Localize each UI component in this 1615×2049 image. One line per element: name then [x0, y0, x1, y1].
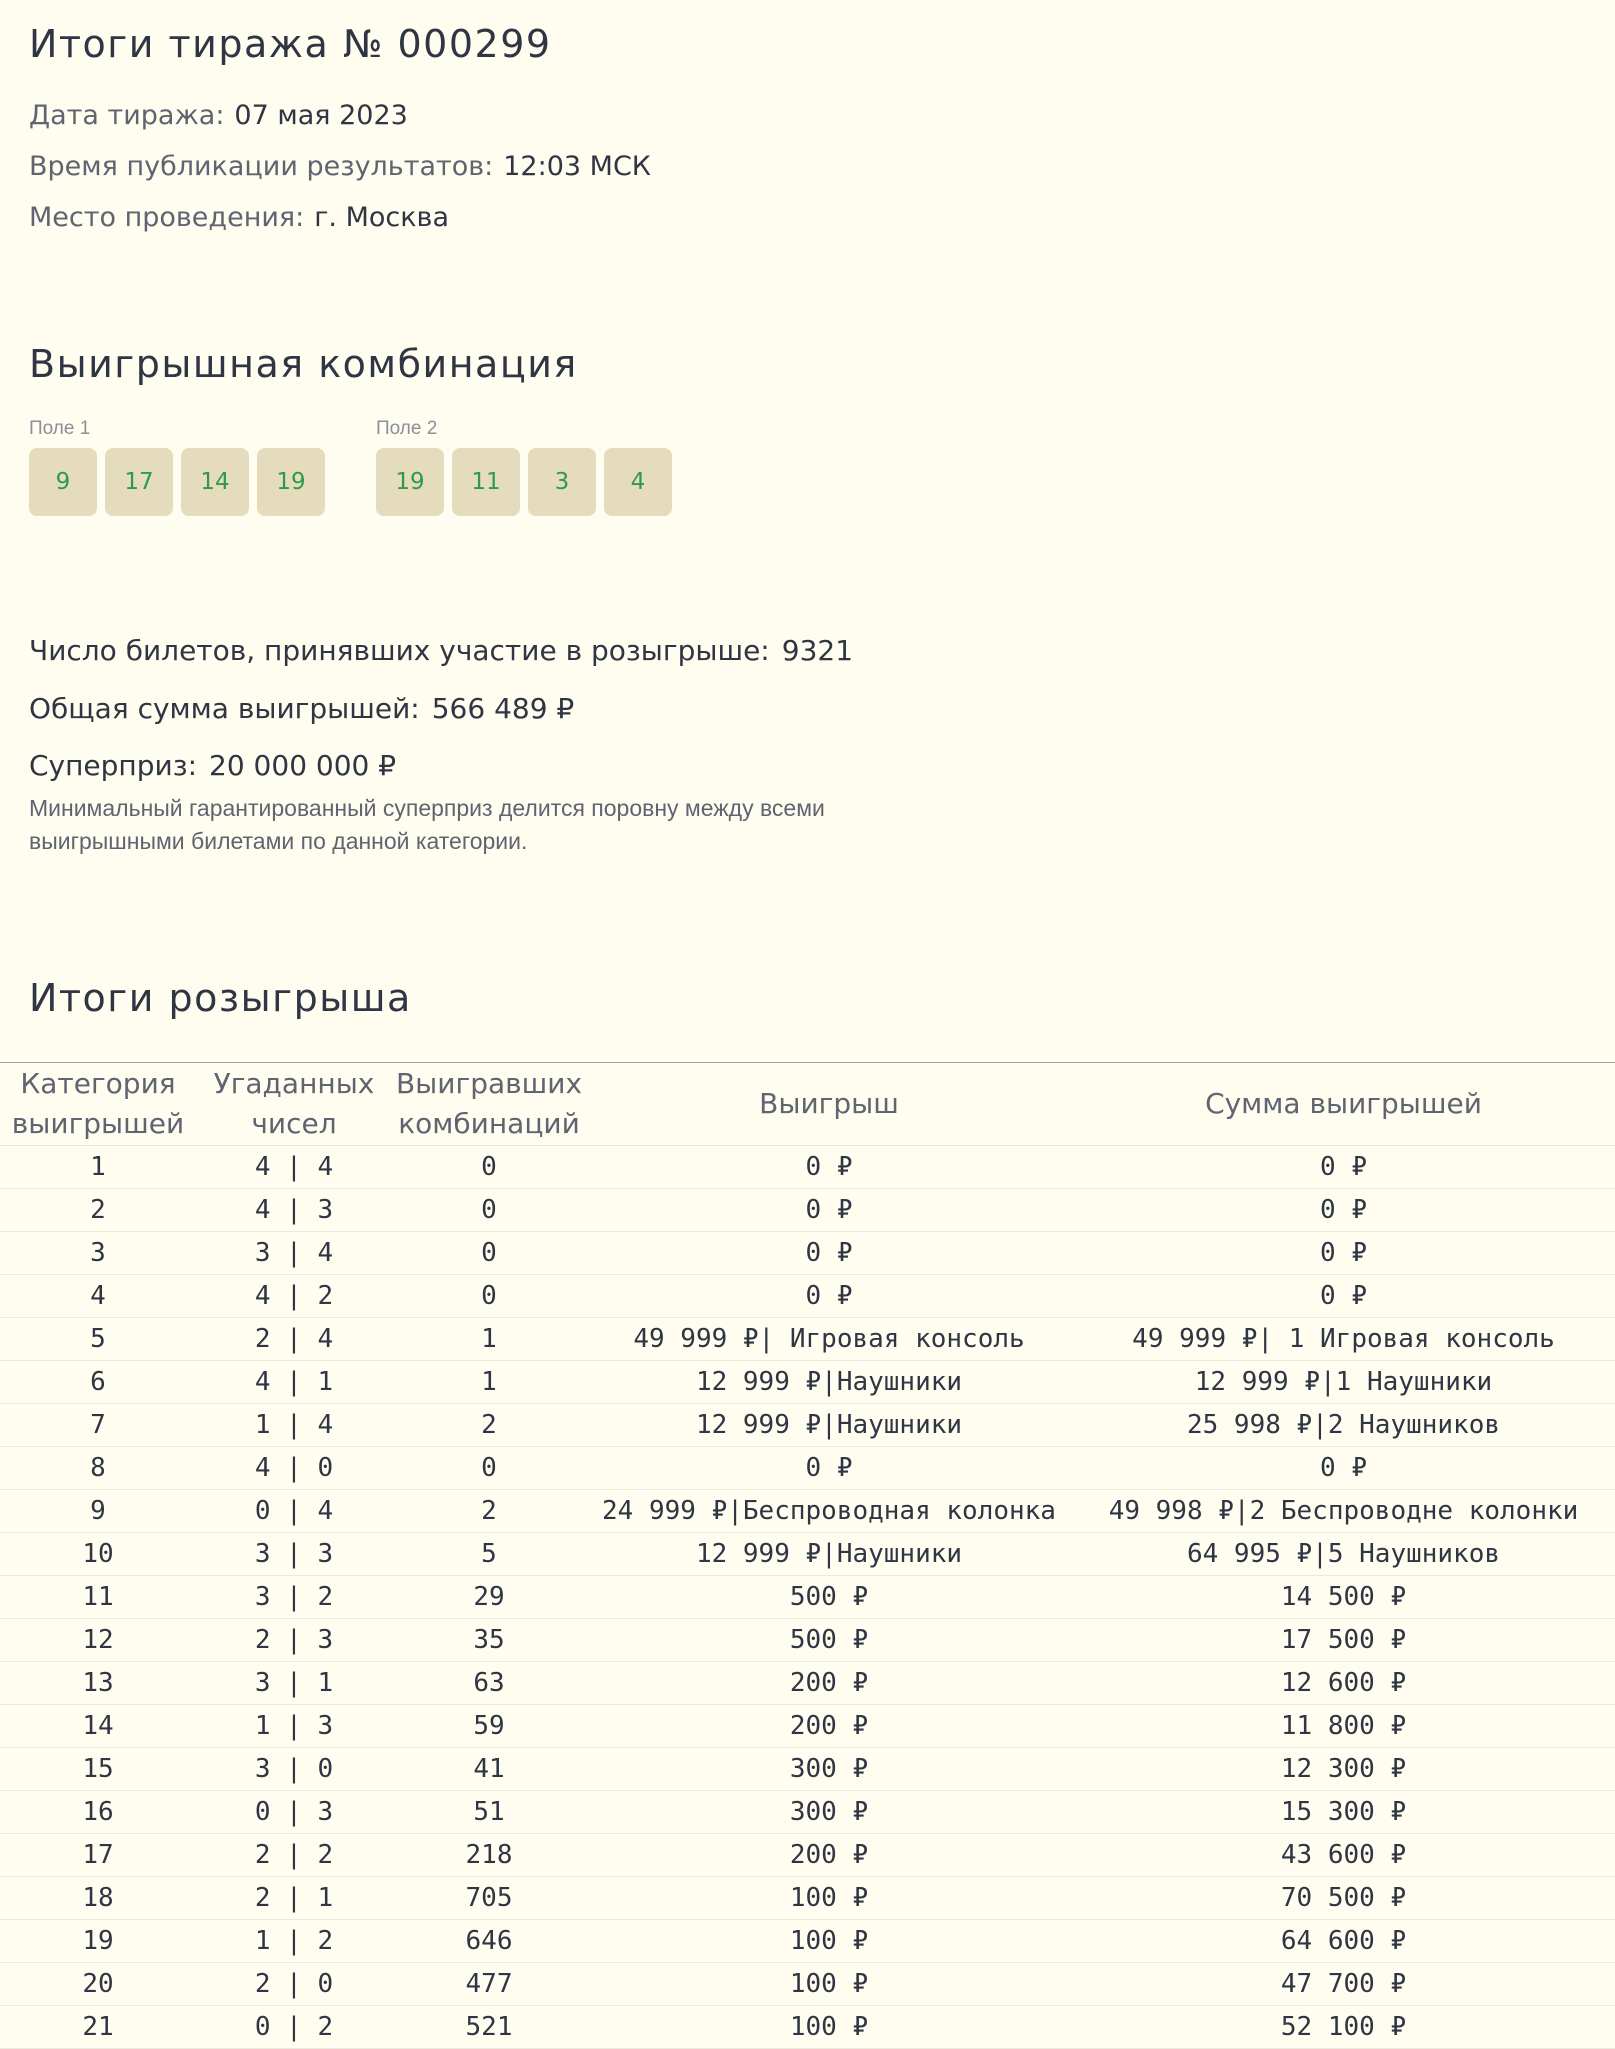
- winning-combination-heading: Выигрышная комбинация: [29, 342, 578, 386]
- cell-category: 20: [0, 1963, 196, 2006]
- cell-winning-combinations: 0: [392, 1447, 586, 1490]
- table-row: [0, 1404, 1615, 1447]
- cell-matched: 2 | 4: [196, 1318, 392, 1361]
- cell-prize: 300 ₽: [586, 1748, 1072, 1791]
- cell-prize-sum: 25 998 ₽|2 Наушников: [1072, 1404, 1615, 1447]
- results-table-container: [0, 1062, 1615, 2049]
- cell-prize: 12 999 ₽|Наушники: [586, 1533, 1072, 1576]
- cell-winning-combinations: 2: [392, 1404, 586, 1447]
- cell-matched: 2 | 1: [196, 1877, 392, 1920]
- ball: 11: [452, 448, 520, 516]
- field-2-balls: [376, 448, 672, 516]
- table-row: [0, 1232, 1615, 1275]
- cell-winning-combinations: 0: [392, 1189, 586, 1232]
- cell-category: 3: [0, 1232, 196, 1275]
- table-row: [0, 1963, 1615, 2006]
- cell-matched: 3 | 4: [196, 1232, 392, 1275]
- cell-category: 17: [0, 1834, 196, 1877]
- ball: 9: [29, 448, 97, 516]
- field-2: [376, 418, 672, 516]
- cell-winning-combinations: 41: [392, 1748, 586, 1791]
- cell-category: 2: [0, 1189, 196, 1232]
- table-row: [0, 2006, 1615, 2049]
- cell-matched: 2 | 3: [196, 1619, 392, 1662]
- cell-prize-sum: 43 600 ₽: [1072, 1834, 1615, 1877]
- cell-prize-sum: 12 600 ₽: [1072, 1662, 1615, 1705]
- cell-matched: 0 | 2: [196, 2006, 392, 2049]
- cell-winning-combinations: 0: [392, 1275, 586, 1318]
- cell-winning-combinations: 218: [392, 1834, 586, 1877]
- cell-winning-combinations: 705: [392, 1877, 586, 1920]
- cell-category: 18: [0, 1877, 196, 1920]
- cell-prize-sum: 12 999 ₽|1 Наушники: [1072, 1361, 1615, 1404]
- page-title: Итоги тиража № 000299: [29, 22, 552, 66]
- cell-matched: 0 | 4: [196, 1490, 392, 1533]
- table-row: [0, 1662, 1615, 1705]
- cell-category: 12: [0, 1619, 196, 1662]
- cell-prize-sum: 11 800 ₽: [1072, 1705, 1615, 1748]
- cell-prize: 0 ₽: [586, 1447, 1072, 1490]
- cell-prize-sum: 49 999 ₽| 1 Игровая консоль: [1072, 1318, 1615, 1361]
- cell-matched: 3 | 3: [196, 1533, 392, 1576]
- cell-matched: 4 | 2: [196, 1275, 392, 1318]
- cell-category: 14: [0, 1705, 196, 1748]
- table-row: [0, 1834, 1615, 1877]
- table-row: [0, 1877, 1615, 1920]
- cell-prize-sum: 14 500 ₽: [1072, 1576, 1615, 1619]
- table-row: [0, 1490, 1615, 1533]
- publish-time-label: Время публикации результатов:: [29, 151, 494, 182]
- table-row: [0, 1361, 1615, 1404]
- total-winnings-label: Общая сумма выигрышей:: [29, 692, 420, 725]
- superprize-note: Минимальный гарантированный суперприз делится поровну между всеми выигрышными билетами по данной категории.: [29, 795, 825, 854]
- cell-category: 4: [0, 1275, 196, 1318]
- cell-prize: 500 ₽: [586, 1619, 1072, 1662]
- cell-prize: 100 ₽: [586, 1877, 1072, 1920]
- cell-prize-sum: 12 300 ₽: [1072, 1748, 1615, 1791]
- column-header-winning-combinations: Выигравших комбинаций: [392, 1063, 586, 1146]
- cell-prize: 49 999 ₽| Игровая консоль: [586, 1318, 1072, 1361]
- cell-prize-sum: 0 ₽: [1072, 1189, 1615, 1232]
- results-heading: Итоги розыгрыша: [29, 976, 412, 1020]
- cell-prize: 0 ₽: [586, 1189, 1072, 1232]
- venue-value: г. Москва: [314, 202, 450, 233]
- draw-date-row: [29, 100, 408, 131]
- field-1-balls: [29, 448, 325, 516]
- cell-winning-combinations: 1: [392, 1361, 586, 1404]
- cell-prize: 100 ₽: [586, 1920, 1072, 1963]
- table-header-row: [0, 1063, 1615, 1146]
- cell-prize-sum: 15 300 ₽: [1072, 1791, 1615, 1834]
- column-header-prize-sum: Сумма выигрышей: [1072, 1063, 1615, 1146]
- cell-category: 7: [0, 1404, 196, 1447]
- table-row: [0, 1619, 1615, 1662]
- cell-prize: 0 ₽: [586, 1232, 1072, 1275]
- draw-date-value: 07 мая 2023: [234, 100, 408, 131]
- cell-prize: 100 ₽: [586, 1963, 1072, 2006]
- cell-category: 19: [0, 1920, 196, 1963]
- table-row: [0, 1318, 1615, 1361]
- table-row: [0, 1920, 1615, 1963]
- table-row: [0, 1447, 1615, 1490]
- cell-prize-sum: 47 700 ₽: [1072, 1963, 1615, 2006]
- cell-category: 21: [0, 2006, 196, 2049]
- cell-winning-combinations: 0: [392, 1232, 586, 1275]
- ball: 14: [181, 448, 249, 516]
- draw-date-label: Дата тиража:: [29, 100, 225, 131]
- superprize-row: [29, 749, 396, 782]
- venue-label: Место проведения:: [29, 202, 305, 233]
- results-table-body: [0, 1146, 1615, 2049]
- cell-matched: 2 | 0: [196, 1963, 392, 2006]
- cell-winning-combinations: 63: [392, 1662, 586, 1705]
- cell-prize-sum: 0 ₽: [1072, 1146, 1615, 1189]
- cell-category: 6: [0, 1361, 196, 1404]
- cell-matched: 3 | 2: [196, 1576, 392, 1619]
- cell-category: 15: [0, 1748, 196, 1791]
- venue-row: [29, 202, 449, 233]
- cell-prize: 300 ₽: [586, 1791, 1072, 1834]
- cell-matched: 4 | 1: [196, 1361, 392, 1404]
- field-2-label: Поле 2: [376, 418, 438, 439]
- cell-prize-sum: 49 998 ₽|2 Беспроводне колонки: [1072, 1490, 1615, 1533]
- ball: 19: [257, 448, 325, 516]
- cell-winning-combinations: 2: [392, 1490, 586, 1533]
- cell-winning-combinations: 1: [392, 1318, 586, 1361]
- table-row: [0, 1576, 1615, 1619]
- superprize-label: Суперприз:: [29, 749, 198, 782]
- cell-winning-combinations: 646: [392, 1920, 586, 1963]
- superprize-value: 20 000 000 ₽: [209, 749, 397, 782]
- cell-winning-combinations: 59: [392, 1705, 586, 1748]
- cell-prize-sum: 17 500 ₽: [1072, 1619, 1615, 1662]
- cell-category: 11: [0, 1576, 196, 1619]
- cell-prize: 0 ₽: [586, 1275, 1072, 1318]
- cell-prize: 12 999 ₽|Наушники: [586, 1361, 1072, 1404]
- cell-category: 5: [0, 1318, 196, 1361]
- cell-winning-combinations: 51: [392, 1791, 586, 1834]
- column-header-prize: Выигрыш: [586, 1063, 1072, 1146]
- table-row: [0, 1748, 1615, 1791]
- cell-prize: 24 999 ₽|Беспроводная колонка: [586, 1490, 1072, 1533]
- cell-winning-combinations: 521: [392, 2006, 586, 2049]
- cell-prize: 12 999 ₽|Наушники: [586, 1404, 1072, 1447]
- publish-time-value: 12:03 МСК: [503, 151, 651, 182]
- cell-category: 10: [0, 1533, 196, 1576]
- table-row: [0, 1189, 1615, 1232]
- cell-category: 1: [0, 1146, 196, 1189]
- cell-prize-sum: 70 500 ₽: [1072, 1877, 1615, 1920]
- table-row: [0, 1705, 1615, 1748]
- ball: 4: [604, 448, 672, 516]
- cell-winning-combinations: 5: [392, 1533, 586, 1576]
- cell-matched: 1 | 2: [196, 1920, 392, 1963]
- cell-category: 8: [0, 1447, 196, 1490]
- column-header-matched: Угаданных чисел: [196, 1063, 392, 1146]
- cell-prize-sum: 52 100 ₽: [1072, 2006, 1615, 2049]
- cell-matched: 1 | 4: [196, 1404, 392, 1447]
- cell-category: 16: [0, 1791, 196, 1834]
- cell-prize: 200 ₽: [586, 1834, 1072, 1877]
- cell-prize: 100 ₽: [586, 2006, 1072, 2049]
- tickets-count-value: 9321: [781, 634, 854, 667]
- tickets-count-label: Число билетов, принявших участие в розыгрыше:: [29, 634, 770, 667]
- cell-prize: 0 ₽: [586, 1146, 1072, 1189]
- total-winnings-value: 566 489 ₽: [431, 692, 575, 725]
- publish-time-row: [29, 151, 651, 182]
- cell-matched: 4 | 4: [196, 1146, 392, 1189]
- cell-winning-combinations: 35: [392, 1619, 586, 1662]
- cell-prize: 200 ₽: [586, 1662, 1072, 1705]
- cell-prize-sum: 64 600 ₽: [1072, 1920, 1615, 1963]
- ball: 3: [528, 448, 596, 516]
- cell-prize-sum: 0 ₽: [1072, 1447, 1615, 1490]
- cell-prize: 500 ₽: [586, 1576, 1072, 1619]
- results-table: [0, 1063, 1615, 2049]
- cell-matched: 3 | 0: [196, 1748, 392, 1791]
- cell-prize: 200 ₽: [586, 1705, 1072, 1748]
- cell-winning-combinations: 0: [392, 1146, 586, 1189]
- ball: 19: [376, 448, 444, 516]
- tickets-count-row: [29, 634, 853, 667]
- cell-prize-sum: 0 ₽: [1072, 1275, 1615, 1318]
- cell-winning-combinations: 477: [392, 1963, 586, 2006]
- cell-category: 9: [0, 1490, 196, 1533]
- ball: 17: [105, 448, 173, 516]
- cell-matched: 4 | 0: [196, 1447, 392, 1490]
- table-row: [0, 1275, 1615, 1318]
- cell-matched: 4 | 3: [196, 1189, 392, 1232]
- column-header-category: Категория выигрышей: [0, 1063, 196, 1146]
- field-1-label: Поле 1: [29, 418, 91, 439]
- cell-prize-sum: 64 995 ₽|5 Наушников: [1072, 1533, 1615, 1576]
- total-winnings-row: [29, 692, 574, 725]
- cell-prize-sum: 0 ₽: [1072, 1232, 1615, 1275]
- cell-category: 13: [0, 1662, 196, 1705]
- table-row: [0, 1533, 1615, 1576]
- cell-matched: 0 | 3: [196, 1791, 392, 1834]
- cell-winning-combinations: 29: [392, 1576, 586, 1619]
- cell-matched: 3 | 1: [196, 1662, 392, 1705]
- cell-matched: 1 | 3: [196, 1705, 392, 1748]
- cell-matched: 2 | 2: [196, 1834, 392, 1877]
- table-row: [0, 1146, 1615, 1189]
- field-1: [29, 418, 325, 516]
- table-row: [0, 1791, 1615, 1834]
